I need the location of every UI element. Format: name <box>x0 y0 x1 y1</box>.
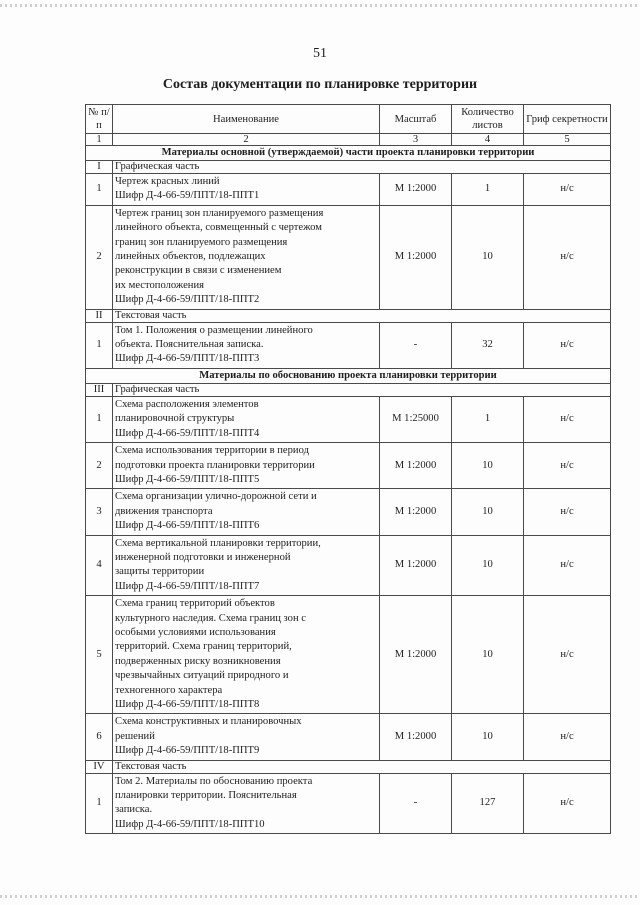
secrecy-value: н/с <box>524 773 611 834</box>
document-name-line: планировки территории. Пояснительная <box>115 790 297 802</box>
sheet-count: 10 <box>452 489 524 535</box>
table-row <box>86 174 611 206</box>
subsection-number: IV <box>86 760 113 773</box>
section-heading-row <box>86 146 611 161</box>
table-row <box>86 322 611 368</box>
scale-value: М 1:2000 <box>380 596 452 714</box>
header-sheets: Количество листов <box>452 105 524 134</box>
subsection-row <box>86 760 611 773</box>
secrecy-value: н/с <box>524 489 611 535</box>
sheet-count: 10 <box>452 714 524 760</box>
table-row <box>86 489 611 535</box>
sheet-count: 10 <box>452 205 524 309</box>
document-name-line: линейных объектов, подлежащих <box>115 251 266 263</box>
scale-value: М 1:2000 <box>380 714 452 760</box>
subsection-number: I <box>86 161 113 174</box>
sheet-count: 1 <box>452 174 524 206</box>
document-name <box>113 205 380 309</box>
column-number: 2 <box>113 134 380 146</box>
document-name-line: Шифр Д-4-66-59/ППТ/18-ППТ8 <box>115 699 260 710</box>
document-name-line: Шифр Д-4-66-59/ППТ/18-ППТ1 <box>115 190 260 202</box>
subsection-title: Текстовая часть <box>113 760 611 773</box>
sheet-count: 127 <box>452 773 524 834</box>
column-number-row <box>86 134 611 146</box>
column-number: 4 <box>452 134 524 146</box>
header-scale: Масштаб <box>380 105 452 134</box>
document-name-line: Том 1. Положения о размещении линейного <box>115 324 313 336</box>
subsection-row <box>86 161 611 174</box>
document-name-line: линейного объекта, совмещенный с чертежом <box>115 222 322 234</box>
page-title: Состав документации по планировке территории <box>162 77 478 92</box>
secrecy-value: н/с <box>524 443 611 489</box>
subsection-row <box>86 309 611 322</box>
row-number: 2 <box>86 205 113 309</box>
scan-edge-top <box>0 4 640 7</box>
document-name-line: Шифр Д-4-66-59/ППТ/18-ППТ10 <box>115 818 265 830</box>
table-row <box>86 714 611 760</box>
header-row <box>86 105 611 134</box>
sheet-count: 1 <box>452 396 524 442</box>
document-name-line: Шифр Д-4-66-59/ППТ/18-ППТ6 <box>115 520 260 532</box>
table-row <box>86 396 611 442</box>
document-name-line: Чертеж границ зон планируемого размещения <box>115 207 324 219</box>
document-name-line: особыми условиями использования <box>115 626 276 638</box>
document-name-line: подверженных риску возникновения <box>115 655 281 667</box>
document-name-line: решений <box>115 730 155 742</box>
scale-value: М 1:2000 <box>380 535 452 596</box>
section-heading: Материалы по обоснованию проекта планировки территории <box>86 368 611 383</box>
column-number: 5 <box>524 134 611 146</box>
row-number: 3 <box>86 489 113 535</box>
document-name-line: Шифр Д-4-66-59/ППТ/18-ППТ5 <box>115 473 260 485</box>
scale-value: М 1:2000 <box>380 489 452 535</box>
document-name-line: защиты территории <box>115 566 205 578</box>
row-number: 1 <box>86 174 113 206</box>
section-heading: Материалы основной (утверждаемой) части проекта планировки территории <box>86 146 611 161</box>
row-number: 1 <box>86 396 113 442</box>
document-name <box>113 773 380 834</box>
document-name-line: Схема использования территории в период <box>115 445 309 457</box>
header-num: № п/п <box>86 105 113 134</box>
document-name-line: Шифр Д-4-66-59/ППТ/18-ППТ9 <box>115 745 260 757</box>
sheet-count: 10 <box>452 443 524 489</box>
document-name <box>113 535 380 596</box>
subsection-title: Графическая часть <box>113 383 611 396</box>
document-name <box>113 174 380 206</box>
document-name-line: инженерной подготовки и инженерной <box>115 551 291 563</box>
subsection-row <box>86 383 611 396</box>
document-name-line: Схема вертикальной планировки территории, <box>115 537 321 549</box>
column-number: 1 <box>86 134 113 146</box>
secrecy-value: н/с <box>524 205 611 309</box>
secrecy-value: н/с <box>524 396 611 442</box>
document-name-line: подготовки проекта планировки территории <box>115 459 315 471</box>
scale-value: М 1:2000 <box>380 174 452 206</box>
scale-value: М 1:2000 <box>380 205 452 309</box>
document-name-line: Схема организации улично-дорожной сети и <box>115 491 317 503</box>
document-name-line: движения транспорта <box>115 505 213 517</box>
document-name-line: культурного наследия. Схема границ зон с <box>115 612 306 624</box>
table-row <box>86 773 611 834</box>
row-number: 1 <box>86 773 113 834</box>
page-number: 51 <box>313 46 327 61</box>
document-name-line: их местоположения <box>115 279 205 291</box>
subsection-number: II <box>86 309 113 322</box>
section-heading-row <box>86 368 611 383</box>
table-row <box>86 596 611 714</box>
table-row <box>86 205 611 309</box>
document-name <box>113 714 380 760</box>
header-name: Наименование <box>113 105 380 134</box>
document-name <box>113 596 380 714</box>
document-name <box>113 443 380 489</box>
scale-value: М 1:25000 <box>380 396 452 442</box>
document-name-line: планировочной структуры <box>115 413 235 425</box>
document-name-line: границ зон планируемого размещения <box>115 236 288 248</box>
scale-value: М 1:2000 <box>380 443 452 489</box>
subsection-title: Текстовая часть <box>113 309 611 322</box>
scale-value: - <box>380 773 452 834</box>
row-number: 4 <box>86 535 113 596</box>
table-row <box>86 443 611 489</box>
row-number: 1 <box>86 322 113 368</box>
scan-edge-bottom <box>0 895 640 898</box>
document-name-line: объекта. Пояснительная записка. <box>115 339 264 351</box>
document-name-line: Схема конструктивных и планировочных <box>115 716 302 728</box>
document-name-line: Шифр Д-4-66-59/ППТ/18-ППТ4 <box>115 427 260 439</box>
secrecy-value: н/с <box>524 714 611 760</box>
document-name-line: реконструкции в связи с изменением <box>115 265 282 277</box>
header-secrecy: Гриф секретности <box>524 105 611 134</box>
scale-value: - <box>380 322 452 368</box>
document-name-line: Шифр Д-4-66-59/ППТ/18-ППТ3 <box>115 353 260 365</box>
column-number: 3 <box>380 134 452 146</box>
documentation-table <box>85 104 611 834</box>
secrecy-value: н/с <box>524 322 611 368</box>
document-name-line: записка. <box>115 804 153 816</box>
document-name <box>113 322 380 368</box>
document-name-line: Шифр Д-4-66-59/ППТ/18-ППТ2 <box>115 294 260 306</box>
table-body <box>86 146 611 834</box>
sheet-count: 10 <box>452 596 524 714</box>
document-name-line: Том 2. Материалы по обоснованию проекта <box>115 775 313 787</box>
row-number: 5 <box>86 596 113 714</box>
row-number: 6 <box>86 714 113 760</box>
document-name <box>113 489 380 535</box>
table-row <box>86 535 611 596</box>
document-name-line: Чертеж красных линий <box>115 176 220 187</box>
secrecy-value: н/с <box>524 174 611 206</box>
document-name-line: Шифр Д-4-66-59/ППТ/18-ППТ7 <box>115 580 260 592</box>
subsection-title: Графическая часть <box>113 161 611 174</box>
document-name-line: Схема расположения элементов <box>115 398 259 410</box>
document-name-line: территорий. Схема границ территорий, <box>115 641 292 653</box>
subsection-number: III <box>86 383 113 396</box>
secrecy-value: н/с <box>524 596 611 714</box>
sheet-count: 32 <box>452 322 524 368</box>
document-name-line: чрезвычайных ситуаций природного и <box>115 670 289 682</box>
secrecy-value: н/с <box>524 535 611 596</box>
document-name <box>113 396 380 442</box>
document-name-line: Схема границ территорий объектов <box>115 598 275 610</box>
row-number: 2 <box>86 443 113 489</box>
document-name-line: техногенного характера <box>115 684 223 696</box>
sheet-count: 10 <box>452 535 524 596</box>
